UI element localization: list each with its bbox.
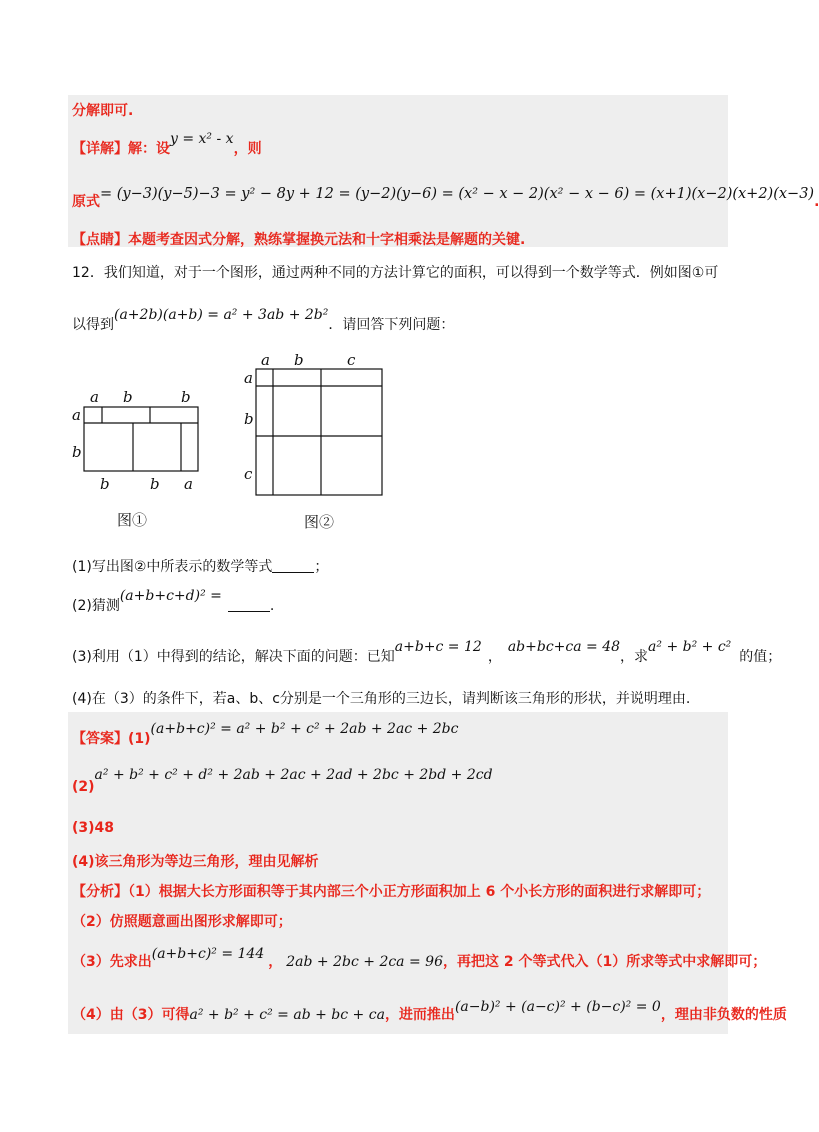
fig1-label-left-a: a [72, 406, 81, 424]
subq-3-end: 的值； [739, 649, 782, 665]
answer-1-expr: (a+b+c)² = a² + b² + c² + 2ab + 2ac + 2bc [150, 721, 459, 737]
comment-tag: 【点睛】 [72, 232, 128, 248]
subq-3-sep: ， [487, 649, 502, 665]
subq-2-text: (2)猜测 [72, 598, 120, 614]
orig-end: . [814, 194, 819, 210]
analysis-3-sep: ， [268, 954, 283, 970]
analysis-4 [72, 996, 787, 1023]
orig-expr: = (y−3)(y−5)−3 = y² − 8y + 12 = (y−2)(y−6) = (x² − x − 2)(x² − x − 6) = (x+1)(x−2)(x+2)(x−3) [100, 186, 815, 202]
orig-label: 原式 [72, 194, 100, 210]
fig1-label-top-b2: b [181, 388, 191, 406]
question-line1: 12．我们知道，对于一个图形，通过两种不同的方法计算它的面积，可以得到一个数学等式．例如图①可 [72, 265, 719, 281]
analysis-4-expr2: (a−b)² + (a−c)² + (b−c)² = 0 [454, 999, 661, 1015]
analysis-3-end: ，再把这 2 个等式代入（1）所求等式中求解即可； [442, 954, 767, 970]
question-line2-a: 以得到 [72, 317, 114, 333]
analysis-4-end: ，理由非负数的性质 [660, 1007, 787, 1023]
answer-3: (3)48 [72, 820, 115, 836]
analysis-3-expr1: (a+b+c)² = 144 [151, 946, 265, 962]
substitution-expr: y = x² - x [170, 131, 234, 147]
analysis-tag: 【分析】 [72, 884, 128, 900]
answer-2-expr: a² + b² + c² + d² + 2ab + 2ac + 2ad + 2bc + 2bd + 2cd [94, 767, 493, 783]
solution-box-bottom [68, 712, 728, 1034]
analysis-4-expr1: a² + b² + c² = ab + bc + ca [189, 1007, 385, 1023]
analysis-2: （2）仿照题意画出图形求解即可； [72, 914, 292, 930]
answer-1-label: (1) [128, 731, 151, 747]
analysis-3-expr2: 2ab + 2bc + 2ca = 96 [286, 954, 443, 970]
fig2-label-top-c: c [347, 351, 356, 369]
answer-2-label: (2) [72, 779, 95, 795]
figure-2 [238, 350, 398, 540]
answer-tag: 【答案】 [72, 731, 128, 747]
comment-text: 本题考查因式分解，熟练掌握换元法和十字相乘法是解题的关键. [128, 232, 526, 248]
analysis-3-text: （3）先求出 [72, 954, 152, 970]
box1-orig-line [72, 183, 819, 210]
subq-3-expr1: a+b+c = 12 [394, 639, 482, 655]
detail-tail: ，则 [233, 141, 262, 157]
answer-1 [72, 718, 459, 747]
subq-2 [72, 585, 275, 614]
fig2-label-top-b: b [294, 351, 304, 369]
subq-4: (4)在（3）的条件下，若a、b、c分别是一个三角形的三边长，请判断该三角形的形状，并说明理由. [72, 691, 691, 707]
fig1-label-bot-b2: b [150, 475, 160, 493]
box1-comment-line [72, 229, 525, 249]
analysis-3 [72, 943, 767, 970]
fig1-label-bot-a: a [184, 475, 193, 493]
solution-box-top [68, 95, 728, 247]
subq-1 [72, 556, 328, 576]
fig2-label-left-b: b [244, 410, 254, 428]
fig1-label-bot-b1: b [100, 475, 110, 493]
box1-line1: 分解即可. [72, 103, 134, 119]
subq-3-ask: ，求 [620, 649, 649, 665]
analysis-4-text: （4）由（3）可得 [72, 1007, 190, 1023]
question-line2 [72, 304, 455, 333]
fig1-label-left-b: b [72, 443, 82, 461]
fig1-label-top-a: a [90, 388, 99, 406]
fig2-label-top-a: a [261, 351, 270, 369]
detail-text: 解：设 [128, 141, 170, 157]
fig2-outer-rect [256, 369, 382, 495]
fig2-label-left-a: a [244, 369, 253, 387]
box1-detail-line [72, 131, 262, 158]
question-line2-b: ．请回答下列问题： [328, 317, 455, 333]
subq-1-end: ； [314, 559, 329, 575]
example-equation: (a+2b)(a+b) = a² + 3ab + 2b² [114, 307, 329, 323]
detail-tag: 【详解】 [72, 141, 128, 157]
fig2-label-left-c: c [244, 465, 253, 483]
answer-2 [72, 767, 493, 795]
subq-1-blank [272, 558, 314, 573]
figure-1 [60, 385, 230, 535]
analysis-4-mid: ，进而推出 [384, 1007, 455, 1023]
subq-2-blank [228, 597, 270, 612]
analysis-1-text: （1）根据大长方形面积等于其内部三个小正方形面积加上 6 个小长方形的面积进行求解即可； [128, 884, 711, 900]
fig1-label-top-b1: b [123, 388, 133, 406]
subq-2-expr: (a+b+c+d)² = [119, 588, 222, 604]
subq-3 [72, 636, 782, 665]
analysis-1 [72, 881, 710, 901]
fig2-caption: 图② [304, 513, 335, 531]
fig1-caption: 图① [117, 511, 148, 529]
subq-3-expr3: a² + b² + c² [648, 639, 732, 655]
answer-4: (4)该三角形为等边三角形，理由见解析 [72, 854, 319, 870]
subq-3-text: (3)利用（1）中得到的结论，解决下面的问题：已知 [72, 649, 395, 665]
subq-2-end: . [269, 598, 275, 614]
subq-1-text: (1)写出图②中所表示的数学等式 [72, 559, 273, 575]
subq-3-expr2: ab+bc+ca = 48 [507, 639, 621, 655]
